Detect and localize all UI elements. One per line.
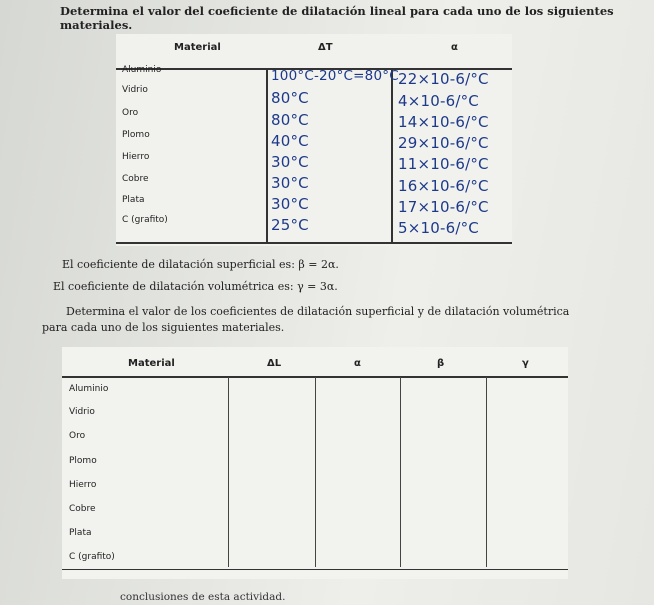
header-beta: β [437, 358, 445, 369]
column-divider [228, 377, 229, 567]
table-linear-expansion [116, 34, 512, 246]
question-2-line-1: Determina el valor de los coeficientes de dilatación superficial y de dilatación volumétrica [66, 305, 570, 318]
column-divider [266, 70, 268, 242]
column-divider [315, 377, 316, 567]
header-delta-t: ΔT [318, 42, 333, 53]
table1-delta-t: 25°C [271, 216, 309, 234]
header-alpha: α [451, 42, 458, 53]
table2-material: Cobre [69, 504, 96, 514]
header-gamma: γ [522, 358, 529, 369]
table1-material: Vidrio [122, 85, 148, 95]
table2-material: Hierro [69, 480, 97, 490]
table2-material: Oro [69, 431, 86, 441]
column-divider [400, 377, 401, 567]
table1-delta-t: 100°C-20°C=80°C [271, 68, 399, 84]
table1-material: Aluminio [122, 65, 162, 75]
table1-material: Cobre [122, 174, 149, 184]
column-divider [391, 70, 393, 242]
table2-material: Vidrio [69, 407, 95, 417]
header-material: Material [128, 358, 175, 369]
table1-delta-t: 30°C [271, 174, 309, 192]
table1-alpha: 11×10-6/°C [398, 155, 489, 173]
header-material: Material [174, 42, 221, 53]
question-2-line-2: para cada uno de los siguientes materiales. [42, 321, 285, 334]
table1-alpha: 17×10-6/°C [398, 198, 489, 216]
table1-delta-t: 80°C [271, 89, 309, 107]
statement-volumetric: El coeficiente de dilatación volumétrica es: γ = 3α. [53, 280, 338, 293]
table2-material: Aluminio [69, 384, 109, 394]
footer-text: conclusiones de esta actividad. [120, 591, 286, 603]
table1-material: Oro [122, 108, 139, 118]
table1-material: Plomo [122, 130, 150, 140]
table1-alpha: 4×10-6/°C [398, 92, 479, 110]
table1-alpha: 5×10-6/°C [398, 219, 479, 237]
table1-material: Hierro [122, 152, 150, 162]
bottom-rule [116, 242, 512, 244]
column-divider [486, 377, 487, 567]
table2-material: Plomo [69, 456, 97, 466]
table2-material: C (grafito) [69, 552, 115, 562]
table1-alpha: 16×10-6/°C [398, 177, 489, 195]
table1-delta-t: 40°C [271, 132, 309, 150]
table1-delta-t: 30°C [271, 195, 309, 213]
table1-alpha: 22×10-6/°C [398, 70, 489, 88]
table1-alpha: 29×10-6/°C [398, 134, 489, 152]
header-delta-l: ΔL [267, 358, 282, 369]
statement-superficial: El coeficiente de dilatación superficial es: β = 2α. [62, 258, 339, 271]
header-alpha: α [354, 358, 361, 369]
table1-material: Plata [122, 195, 145, 205]
table1-delta-t: 30°C [271, 153, 309, 171]
question-1: Determina el valor del coeficiente de dilatación lineal para cada uno de los siguientes materiales. [60, 4, 614, 32]
table1-material: C (grafito) [122, 215, 168, 225]
table1-delta-t: 80°C [271, 111, 309, 129]
table2-material: Plata [69, 528, 92, 538]
table-expansion-coefficients [62, 347, 568, 579]
bottom-rule [62, 569, 568, 570]
table1-alpha: 14×10-6/°C [398, 113, 489, 131]
